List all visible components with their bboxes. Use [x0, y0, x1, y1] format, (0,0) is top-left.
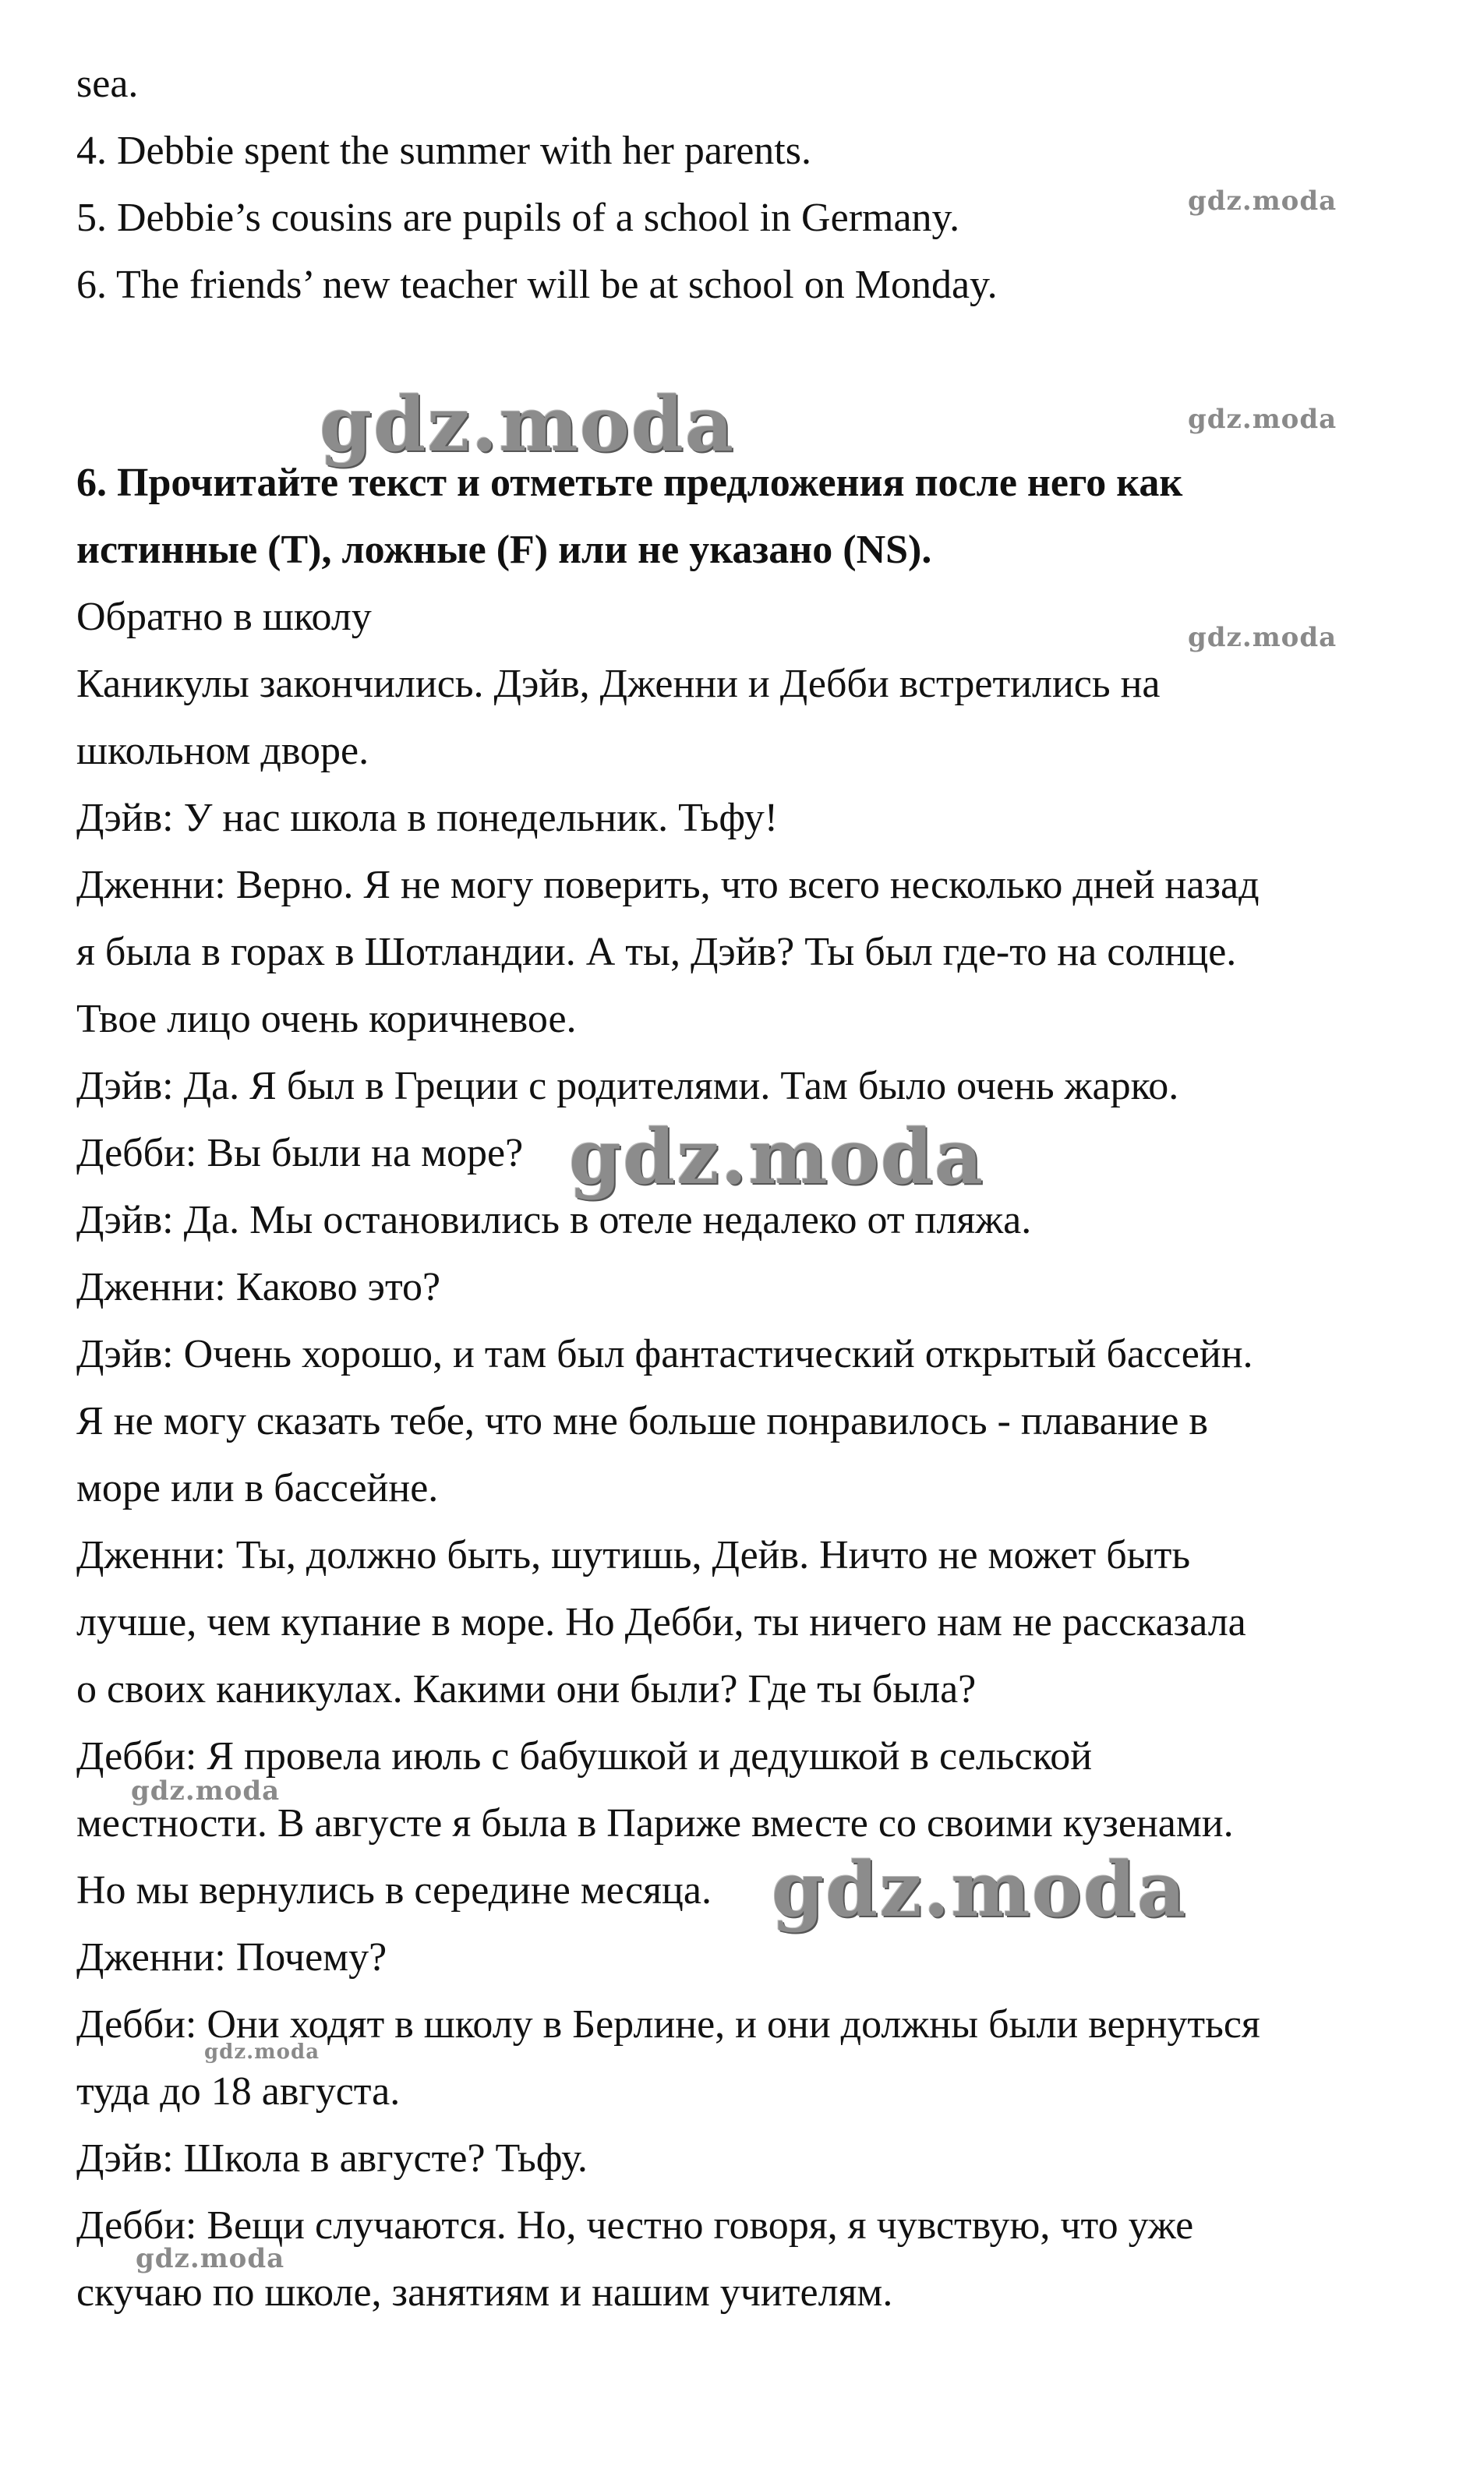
text-line: скучаю по школе, занятиям и нашим учителям. — [76, 2270, 893, 2315]
text-line: Дэйв: Да. Я был в Греции с родителями. Там было очень жарко. — [76, 1064, 1179, 1108]
text-line: Но мы вернулись в середине месяца. — [76, 1868, 712, 1913]
text-line: море или в бассейне. — [76, 1466, 439, 1510]
text-line: sea. — [76, 62, 139, 106]
text-line: туда до 18 августа. — [76, 2069, 401, 2114]
text-title: Обратно в школу — [76, 595, 372, 639]
watermark: gdz.moda — [1188, 622, 1337, 653]
watermark: gdz.moda — [204, 2040, 320, 2064]
task-heading: 6. Прочитайте текст и отметьте предложения после него как — [76, 461, 1183, 505]
text-line: 5. Debbie’s cousins are pupils of a school in Germany. — [76, 196, 960, 240]
watermark: gdz.moda — [1188, 404, 1337, 435]
watermark: gdz.moda — [320, 380, 736, 468]
text-line: Твое лицо очень коричневое. — [76, 997, 577, 1041]
text-line: 6. The friends’ new teacher will be at school on Monday. — [76, 263, 998, 307]
text-line: Я не могу сказать тебе, что мне больше понравилось - плавание в — [76, 1399, 1208, 1443]
text-line: Дебби: Они ходят в школу в Берлине, и они должны были вернуться — [76, 2002, 1260, 2047]
text-line: Дэйв: Школа в августе? Тьфу. — [76, 2136, 588, 2181]
text-line: Дженни: Почему? — [76, 1935, 387, 1980]
watermark: gdz.moda — [136, 2243, 285, 2274]
text-line: Дебби: Я провела июль с бабушкой и дедушкой в сельской — [76, 1734, 1093, 1779]
text-line: местности. В августе я была в Париже вместе со своими кузенами. — [76, 1801, 1234, 1846]
text-line: Дебби: Вы были на море? — [76, 1131, 524, 1175]
text-line: о своих каникулах. Какими они были? Где ты была? — [76, 1667, 977, 1712]
text-line: Дженни: Верно. Я не могу поверить, что всего несколько дней назад — [76, 863, 1260, 907]
watermark: gdz.moda — [1188, 185, 1337, 217]
text-line: Дженни: Каково это? — [76, 1265, 441, 1309]
task-heading: истинные (T), ложные (F) или не указано (NS). — [76, 528, 932, 572]
text-line: Дэйв: У нас школа в понедельник. Тьфу! — [76, 796, 779, 840]
text-line: Дэйв: Да. Мы остановились в отеле недалеко от пляжа. — [76, 1198, 1032, 1242]
watermark: gdz.moda — [772, 1846, 1188, 1934]
text-line: Дэйв: Очень хорошо, и там был фантастический открытый бассейн. — [76, 1332, 1253, 1376]
text-line: школьном дворе. — [76, 729, 369, 773]
text-line: лучше, чем купание в море. Но Дебби, ты ничего нам не рассказала — [76, 1600, 1246, 1645]
text-line: 4. Debbie spent the summer with her parents. — [76, 129, 811, 173]
watermark: gdz.moda — [569, 1113, 985, 1201]
text-line: Дебби: Вещи случаются. Но, честно говоря, я чувствую, что уже — [76, 2203, 1194, 2248]
watermark: gdz.moda — [131, 1775, 281, 1807]
text-line: Дженни: Ты, должно быть, шутишь, Дейв. Ничто не может быть — [76, 1533, 1191, 1577]
text-line: Каникулы закончились. Дэйв, Дженни и Дебби встретились на — [76, 662, 1161, 706]
text-line: я была в горах в Шотландии. А ты, Дэйв? Ты был где-то на солнце. — [76, 930, 1237, 974]
